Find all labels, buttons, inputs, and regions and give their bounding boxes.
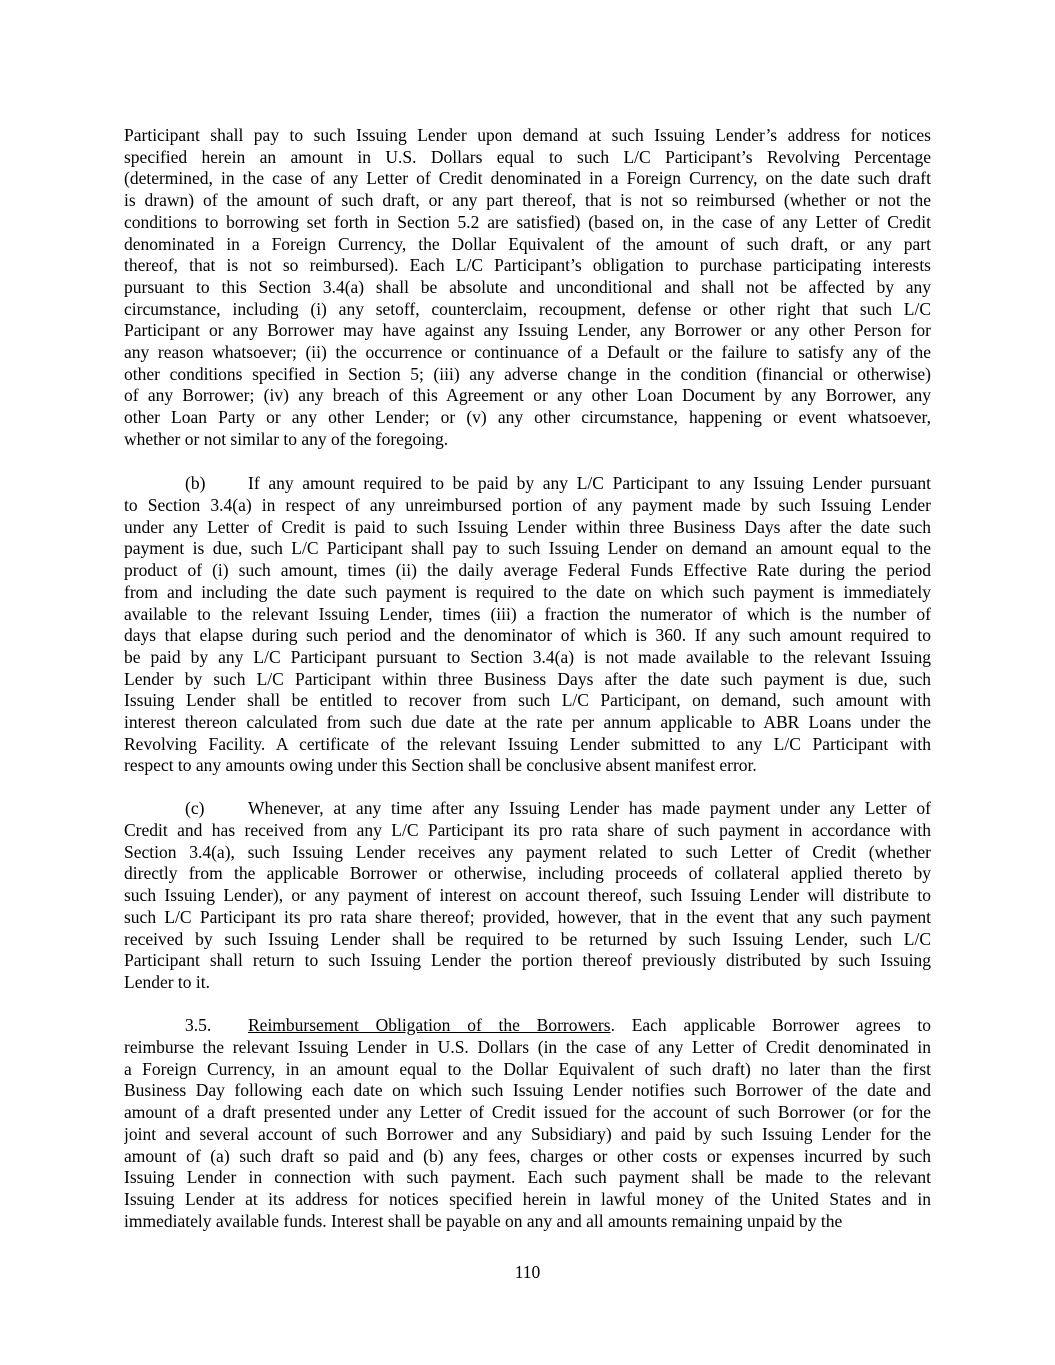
s35-line: amount of (a) such draft so paid and (b) any fees, charges or other costs or expenses incurred by such: [124, 1145, 931, 1166]
paragraph-c-first-line: [185, 798, 931, 819]
p1-line: any reason whatsoever; (ii) the occurrence or continuance of a Default or the failure to satisfy any of the: [124, 342, 931, 362]
p1-line: Participant shall pay to such Issuing Lender upon demand at such Issuing Lender’s address for notices: [124, 125, 931, 145]
s35-line: a Foreign Currency, in an amount equal to the Dollar Equivalent of such draft) no later than the first: [124, 1058, 931, 1079]
pb-line: be paid by any L/C Participant pursuant to Section 3.4(a) is not made available to the relevant Issuing: [124, 646, 931, 667]
p1-line: denominated in a Foreign Currency, the Dollar Equivalent of the amount of such draft, or any part: [124, 233, 931, 254]
pc-line: Lender to it.: [124, 971, 211, 992]
p1-line: Participant or any Borrower may have against any Issuing Lender, any Borrower or any other Person for: [124, 320, 931, 341]
pc-line: such L/C Participant its pro rata share thereof; provided, however, that in the event that any such payment: [124, 906, 931, 927]
section-3-5-first-text: . Each applicable Borrower agrees to: [610, 1015, 931, 1035]
pb-line: payment is due, such L/C Participant shall pay to such Issuing Lender on demand an amount equal to the: [124, 538, 931, 559]
pb-line: days that elapse during such period and the denominator of which is 360. If any such amount required to: [124, 625, 931, 646]
paragraph-b-first-text: If any amount required to be paid by any L/C Participant to any Issuing Lender pursuant: [248, 473, 931, 493]
p1-line: specified herein an amount in U.S. Dollars equal to such L/C Participant’s Revolving Percentage: [124, 146, 931, 167]
pb-line: Issuing Lender shall be entitled to recover from such L/C Participant, on demand, such amount with: [124, 690, 931, 711]
pb-line: respect to any amounts owing under this Section shall be conclusive absent manifest error.: [124, 755, 757, 776]
s35-line: reimburse the relevant Issuing Lender in U.S. Dollars (in the case of any Letter of Credit denominated in: [124, 1037, 931, 1057]
paragraph-c-first-text: Whenever, at any time after any Issuing Lender has made payment under any Letter of: [248, 798, 931, 818]
pb-line: Lender by such L/C Participant within three Business Days after the date such payment is due, such: [124, 668, 931, 689]
s35-line: Issuing Lender in connection with such payment. Each such payment shall be made to the relevant: [124, 1167, 931, 1188]
p1-line: pursuant to this Section 3.4(a) shall be absolute and unconditional and shall not be affected by any: [124, 276, 931, 297]
pb-line: Revolving Facility. A certificate of the relevant Issuing Lender submitted to any L/C Participant with: [124, 733, 931, 754]
pc-line: Credit and has received from any L/C Participant its pro rata share of such payment in accordance with: [124, 820, 931, 840]
pc-line: directly from the applicable Borrower or otherwise, including proceeds of collateral applied thereto by: [124, 863, 931, 884]
page-number: 110: [514, 1262, 541, 1282]
s35-line: Issuing Lender at its address for notices specified herein in lawful money of the United States and in: [124, 1188, 931, 1209]
pc-line: such Issuing Lender), or any payment of interest on account thereof, such Issuing Lender will distribute to: [124, 885, 931, 906]
p1-line: circumstance, including (i) any setoff, counterclaim, recoupment, defense or other right that such L/C: [124, 298, 931, 319]
p1-line: of any Borrower; (iv) any breach of this Agreement or any other Loan Document by any Borrower, any: [124, 385, 931, 406]
pb-line: from and including the date such payment is required to the date on which such payment is immediately: [124, 581, 931, 602]
section-3-5-first-line: [185, 1015, 931, 1036]
pb-line: to Section 3.4(a) in respect of any unreimbursed portion of any payment made by such Issuing Lender: [124, 495, 931, 515]
p1-line: whether or not similar to any of the foregoing.: [124, 428, 449, 449]
pc-line: received by such Issuing Lender shall be required to be returned by such Issuing Lender, such L/C: [124, 928, 931, 949]
p1-line: conditions to borrowing set forth in Section 5.2 are satisfied) (based on, in the case of any Letter of Credit: [124, 211, 931, 232]
p1-line: other conditions specified in Section 5; (iii) any adverse change in the condition (financial or otherwise): [124, 363, 931, 384]
pb-line: available to the relevant Issuing Lender, times (iii) a fraction the numerator of which is the number of: [124, 603, 931, 624]
pb-line: product of (i) such amount, times (ii) the daily average Federal Funds Effective Rate during the period: [124, 560, 931, 581]
paragraph-b-first-line: [185, 473, 931, 494]
pb-line: interest thereon calculated from such due date at the rate per annum applicable to ABR Loans under the: [124, 712, 931, 732]
pc-line: Participant shall return to such Issuing Lender the portion thereof previously distributed by such Issuing: [124, 950, 931, 971]
paragraph-b-number: (b): [185, 473, 206, 493]
s35-line: amount of a draft presented under any Letter of Credit issued for the account of such Borrower (or for the: [124, 1102, 931, 1123]
p1-line: is drawn) of the amount of such draft, or any part thereof, that is not so reimbursed (whether or not the: [124, 190, 931, 211]
s35-line: immediately available funds. Interest shall be payable on any and all amounts remaining unpaid by the: [124, 1210, 843, 1231]
paragraph-c-number: (c): [185, 798, 205, 818]
section-3-5-heading: Reimbursement Obligation of the Borrowers: [248, 1015, 611, 1035]
p1-line: other Loan Party or any other Lender; or (v) any other circumstance, happening or event whatsoever,: [124, 407, 931, 428]
s35-line: Business Day following each date on which such Issuing Lender notifies such Borrower of the date and: [124, 1080, 931, 1101]
pb-line: under any Letter of Credit is paid to such Issuing Lender within three Business Days after the date such: [124, 516, 931, 537]
s35-line: joint and several account of such Borrower and any Subsidiary) and paid by such Issuing Lender for the: [124, 1123, 931, 1144]
p1-line: thereof, that is not so reimbursed). Each L/C Participant’s obligation to purchase participating interests: [124, 255, 931, 276]
pc-line: Section 3.4(a), such Issuing Lender receives any payment related to such Letter of Credit (whether: [124, 841, 931, 862]
p1-line: (determined, in the case of any Letter of Credit denominated in a Foreign Currency, on the date such draft: [124, 168, 931, 189]
section-3-5-number: 3.5.: [185, 1015, 212, 1035]
